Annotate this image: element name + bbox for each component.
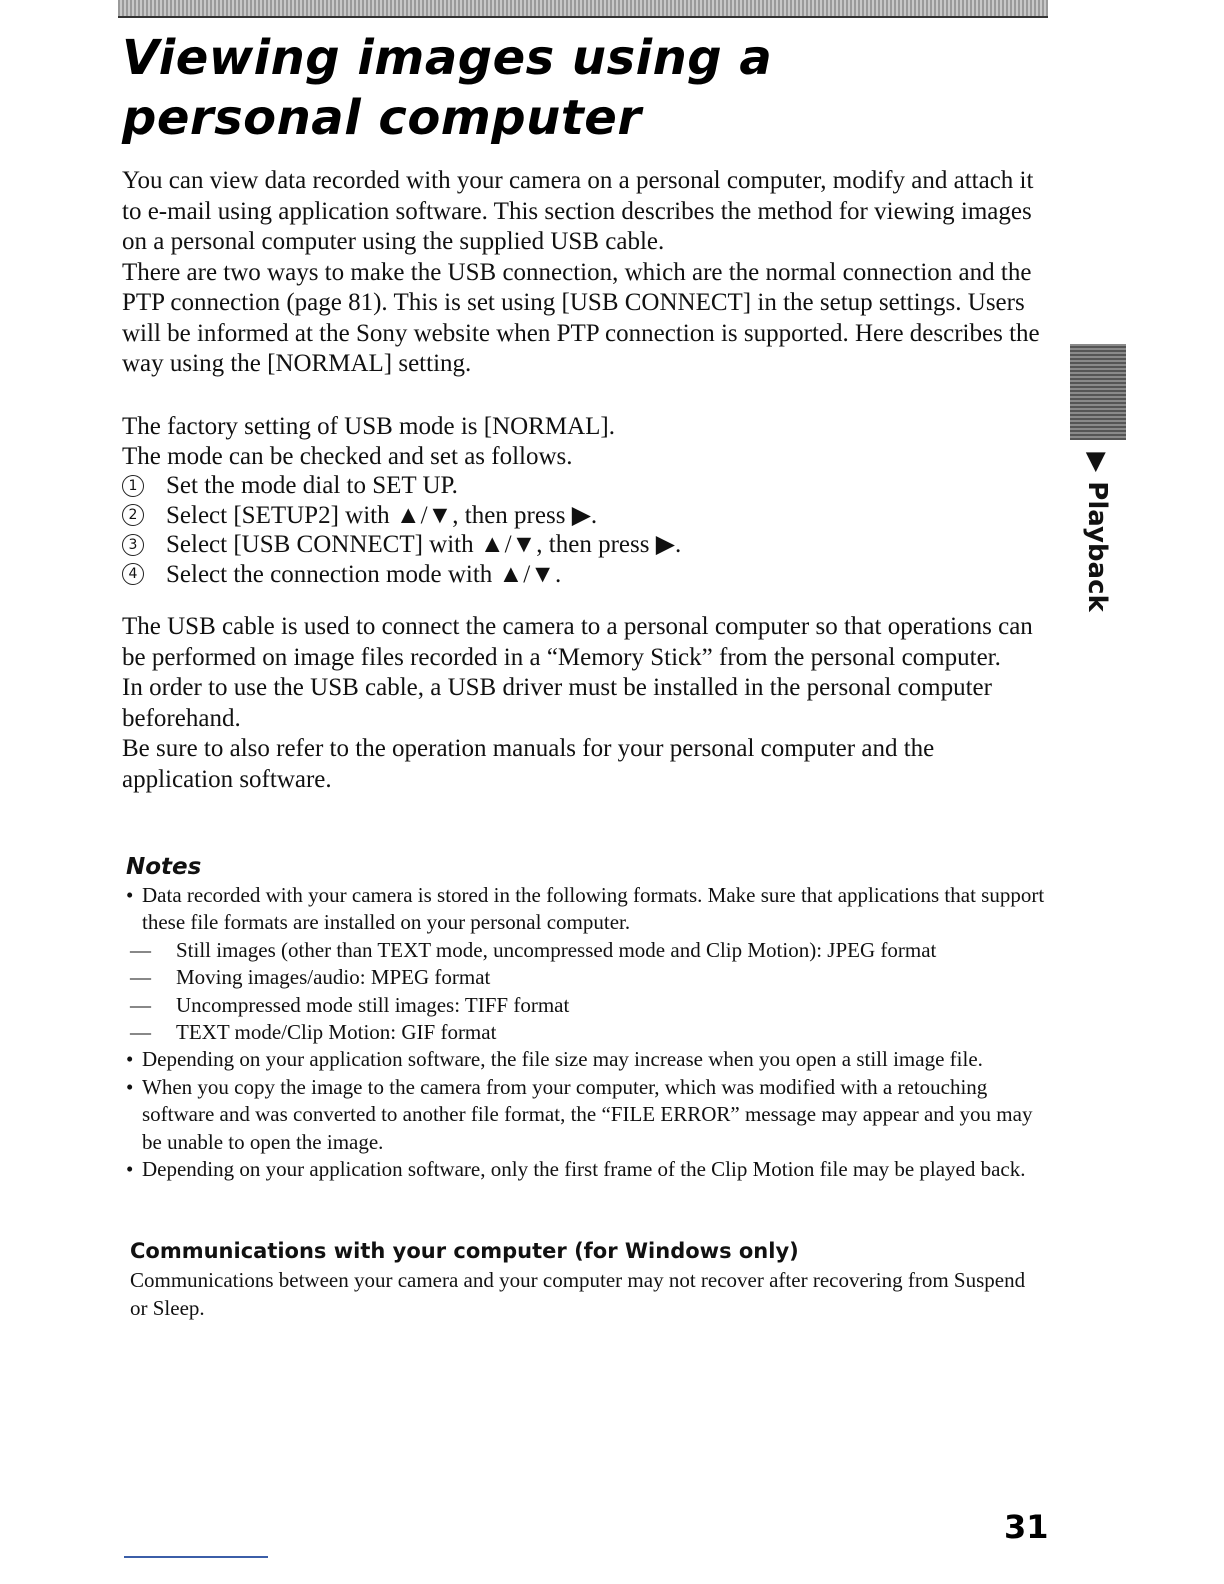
note-item (126, 882, 1056, 937)
note-text: Depending on your application software, the file size may increase when you open a still image file. (142, 1047, 983, 1072)
section-tab-marker (1070, 344, 1126, 440)
top-rule (118, 0, 1048, 18)
note-subitem-text: Still images (other than TEXT mode, uncompressed mode and Clip Motion): JPEG format (176, 937, 937, 962)
usb-section (122, 612, 1042, 795)
intro-section (122, 166, 1042, 380)
note-text: Data recorded with your camera is stored in the following formats. Make sure that applications that support these file formats are installed on your personal computer. (142, 883, 1045, 935)
step-text: Set the mode dial to SET UP. (166, 472, 458, 499)
intro-paragraph: There are two ways to make the USB connection, which are the normal connection and the PTP connection (page 81). This is set using [USB CONNECT] in the setup settings. Users will be informed at the Sony website when PTP connection is supported. Here describes the way using the [NORMAL] setting. (122, 258, 1040, 377)
section-arrow-icon: ▶ (1082, 452, 1112, 473)
factory-setting-section (122, 412, 1042, 589)
note-subitem (126, 992, 1056, 1019)
step-text: Select the connection mode with ▲/▼. (166, 560, 562, 588)
step-item (122, 471, 1042, 501)
bullet-icon: • (126, 1157, 134, 1182)
bullet-icon: • (126, 1074, 134, 1099)
step-item (122, 530, 1042, 560)
note-item (126, 1046, 1056, 1073)
page-number: 31 (1004, 1508, 1049, 1546)
dash-icon: — (130, 992, 151, 1017)
note-item (126, 1156, 1056, 1183)
notes-list (126, 882, 1056, 1183)
dash-icon: — (130, 1020, 151, 1045)
bullet-icon: • (126, 883, 134, 907)
usb-paragraph: In order to use the USB cable, a USB driver must be installed in the personal computer beforehand. (122, 674, 992, 732)
communications-text: Communications between your camera and your computer may not recover after recovering from Suspend or Sleep. (130, 1268, 1026, 1320)
usb-paragraph: Be sure to also refer to the operation manuals for your personal computer and the application software. (122, 735, 935, 793)
note-text: When you copy the image to the camera from your computer, which was modified with a retouching software and was converted to another file format, the “FILE ERROR” message may appear and you may be unable to open the image. (142, 1074, 1033, 1154)
intro-paragraph: You can view data recorded with your camera on a personal computer, modify and attach it to e-mail using application software. This section describes the method for viewing images on a personal computer using the supplied USB cable. (122, 167, 1034, 255)
note-item (126, 1074, 1056, 1156)
dash-icon: — (130, 965, 151, 990)
step-item (122, 501, 1042, 531)
note-subitem (126, 937, 1056, 964)
page-title: Viewing images using a personal computer (122, 30, 773, 146)
usb-paragraph: The USB cable is used to connect the camera to a personal computer so that operations can be performed on image files recorded in a “Memory Stick” from the personal computer. (122, 613, 1033, 671)
step-number: 4 (122, 563, 144, 585)
note-subitem-text: Moving images/audio: MPEG format (176, 965, 491, 990)
note-subitem-text: TEXT mode/Clip Motion: GIF format (176, 1020, 497, 1045)
factory-line: The factory setting of USB mode is [NORMAL]. (122, 413, 615, 440)
section-tab-label: Playback (1082, 481, 1112, 612)
step-number: 2 (122, 504, 144, 526)
step-number: 1 (122, 475, 144, 497)
note-subitem (126, 1019, 1056, 1046)
notes-heading: Notes (126, 854, 202, 880)
step-item (122, 560, 1042, 590)
note-text: Depending on your application software, only the first frame of the Clip Motion file may be played back. (142, 1157, 1026, 1182)
step-text: Select [SETUP2] with ▲/▼, then press ▶. (166, 501, 598, 529)
bottom-rule (124, 1556, 268, 1558)
steps-list (122, 471, 1042, 589)
step-text: Select [USB CONNECT] with ▲/▼, then press ▶. (166, 531, 682, 558)
note-subitem (126, 964, 1056, 991)
step-number: 3 (122, 534, 144, 556)
note-subitem-text: Uncompressed mode still images: TIFF format (176, 992, 570, 1017)
dash-icon: — (130, 937, 151, 962)
bullet-icon: • (126, 1047, 134, 1072)
factory-line: The mode can be checked and set as follows. (122, 442, 573, 470)
section-tab (1072, 452, 1122, 612)
communications-heading: Communications with your computer (for Windows only) (130, 1239, 799, 1263)
section-tab-label-group (1082, 452, 1112, 612)
